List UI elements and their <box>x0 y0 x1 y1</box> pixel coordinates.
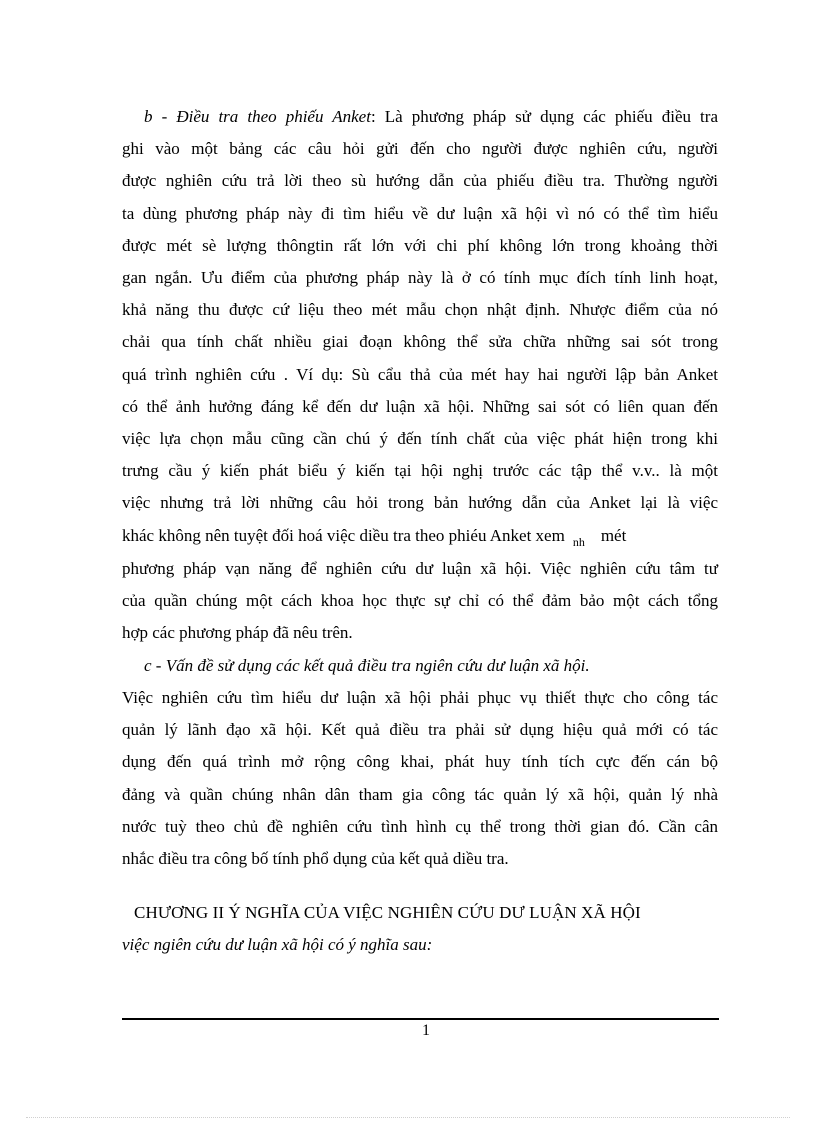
paragraph-line: việc lựa chọn mẫu cũng cần chú ý đến tính chất của việc phát hiện trong khi <box>122 429 718 449</box>
paragraph-line: trưng cầu ý kiến phát biểu ý kiến tại hội nghị trước các tập thể v.v.. là một <box>122 461 718 481</box>
paragraph-line: quá trình nghiên cứu . Ví dụ: Sù cẩu thả của mét hay hai người lập bản Anket <box>122 364 718 384</box>
paragraph-line: Việc nghiên cứu tìm hiểu dư luận xã hội phải phục vụ thiết thực cho công tác <box>122 688 718 707</box>
subscript-fragment: nh <box>572 534 585 549</box>
paragraph-line: ta dùng phương pháp này đi tìm hiểu về dư luận xã hội vì nó có thể tìm hiểu <box>122 203 718 223</box>
chapter-title: CHƯƠNG II Ý NGHĨA CỦA VIỆC NGHIÊN CỨU DƯ LUẬN XÃ HỘI <box>134 903 641 922</box>
page-edge-divider <box>26 1117 790 1118</box>
paragraph-anket-method <box>122 101 718 649</box>
paragraph-line: khả năng thu được cứ liệu theo mét mẫu chọn nhật định. Nhược điểm của nó <box>122 300 718 320</box>
paragraph-usage <box>122 682 718 875</box>
paragraph-line: có thể ảnh hưởng đáng kể đến dư luận xã hội. Những sai sót có liên quan đến <box>122 396 718 416</box>
page-number: 1 <box>422 1022 430 1039</box>
paragraph-line: b - Điều tra theo phiếu Anket: Là phương pháp sử dụng các phiếu điều tra <box>144 107 718 126</box>
paragraph-line: nước tuỳ theo chủ đề nghiên cứu tình hình cụ thể trong thời gian đó. Cần cân <box>122 816 718 836</box>
paragraph-line: được nghiên cứu trả lời theo sù hướng dẫn của phiếu điều tra. Thường người <box>122 171 718 191</box>
paragraph-line: phương pháp vạn năng để nghiên cứu dư luận xã hội. Việc nghiên cứu tâm tư <box>122 558 718 578</box>
paragraph-line: đảng và quần chúng nhân dân tham gia công tác quản lý xã hội, quản lý nhà <box>122 784 718 804</box>
paragraph-line: được mét sè lượng thôngtin rất lớn với chi phí không lớn trong khoảng thời <box>122 235 718 255</box>
paragraph-line: việc nhưng trả lời những câu hỏi trong bản hướng dẫn của Anket lại là việc <box>122 493 718 513</box>
subsection-heading <box>122 650 718 682</box>
chapter-lead: việc ngiên cứu dư luận xã hội có ý nghĩa sau: <box>122 935 433 954</box>
paragraph-line: hợp các phương pháp đã nêu trên. <box>122 623 353 643</box>
paragraph-line: chải qua tính chất nhiều giai đoạn không thể sửa chữa những sai sót trong <box>122 332 718 352</box>
section-label: b - Điều tra theo phiếu Anket <box>144 107 371 126</box>
paragraph-line: gan ngắn. Ưu điểm của phương pháp này là ở có tính mục đích tính linh hoạt, <box>122 268 718 288</box>
paragraph-line: khác không nên tuyệt đối hoá việc diều tra theo phiéu Anket xem $_{nh}$ mét <box>122 525 627 549</box>
paragraph-line: nhắc điều tra công bố tính phổ dụng của kết quả diều tra. <box>122 849 509 869</box>
paragraph-line: ghi vào một bảng các câu hỏi gửi đến cho người được nghiên cứu, người <box>122 139 718 159</box>
footer-divider <box>122 1018 719 1020</box>
paragraph-line: của quần chúng một cách khoa học thực sự chỉ có thể đảm bảo một cách tổng <box>122 591 718 611</box>
paragraph-line: quản lý lãnh đạo xã hội. Kết quả điều tra phải sử dụng hiệu quả mới có tác <box>122 720 718 740</box>
paragraph-line: dụng đến quá trình mở rộng công khai, phát huy tính tích cực đến cán bộ <box>122 752 718 772</box>
subsection-title: c - Vấn đề sử dụng các kết quả điều tra ngiên cứu dư luận xã hội. <box>144 656 590 675</box>
